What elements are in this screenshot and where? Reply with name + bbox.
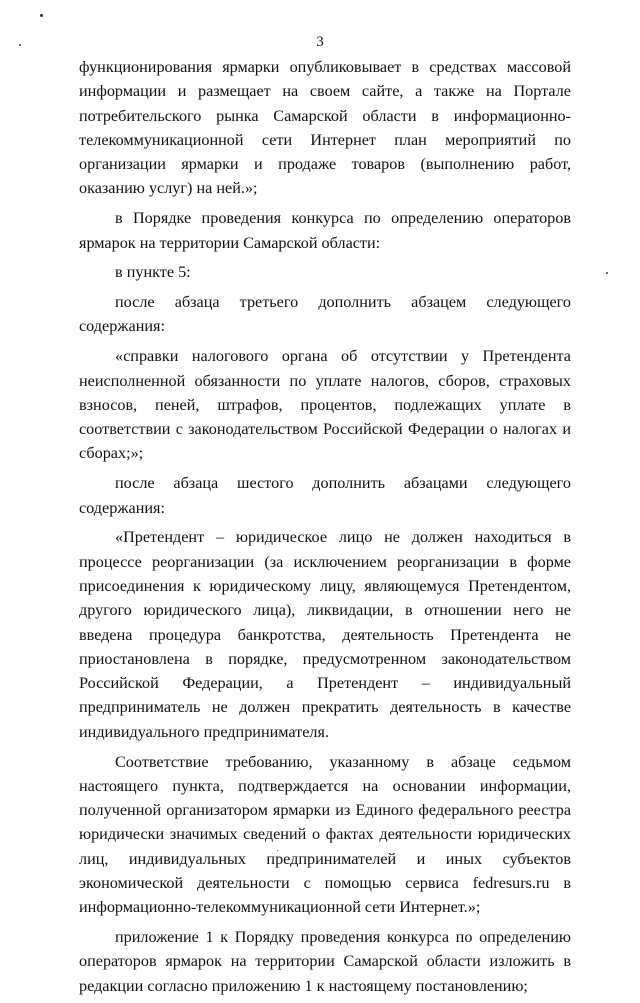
paragraph-tax-certificate: «справки налогового органа об отсутствии у Претендента неисполненной обязанности по уплате налогов, сборов, страховых взносов, пеней, штрафов, процентов, подлежащих уплате в соответствии с законодательством Российской Федерации о налогах и сборах;»; bbox=[79, 347, 571, 463]
paragraph-appendix: приложение 1 к Порядку проведения конкурса по определению операторов ярмарок на территории Самарской области изложить в редакции согласно приложению 1 к настоящему постановлению; bbox=[79, 928, 571, 995]
scan-speck bbox=[606, 272, 608, 274]
paragraph-applicant-requirements: «Претендент – юридическое лицо не должен находиться в процессе реорганизации (за исключением реорганизации в форме присоединения к юридическому лицу, являющемуся Претендентом, другого юридического лица), ликвидации, в отношении него не введена процедура банкротства, деятельность Претендента не приостановлена в порядке, предусмотренном законодательством Российской Федерации, а Претендент – индивидуальный предприниматель не должен прекратить деятельность в качестве индивидуального предпринимателя. bbox=[79, 528, 571, 741]
paragraph-item-5: в пункте 5: bbox=[115, 263, 191, 282]
scan-speck bbox=[40, 14, 43, 17]
document-body bbox=[79, 55, 571, 1003]
paragraph-after-third: после абзаца третьего дополнить абзацем следующего содержания: bbox=[79, 293, 571, 336]
page-number: 3 bbox=[316, 34, 324, 50]
paragraph-contest-procedure: в Порядке проведения конкурса по определению операторов ярмарок на территории Самарской области: bbox=[79, 209, 571, 252]
paragraph-continuation: функционирования ярмарки опубликовывает в средствах массовой информации и размещает на своем сайте, а также на Портале потребительского рынка Самарской области в информационно-телекоммуникационной сети Интернет план мероприятий по организации ярмарки и продаже товаров (выполнению работ, оказанию услуг) на ней.»; bbox=[79, 58, 571, 198]
paragraph-compliance: Соответствие требованию, указанному в абзаце седьмом настоящего пункта, подтверждается на основании информации, полученной организатором ярмарки из Единого федерального реестра юридически значимых сведений о фактах деятельности юридических лиц, индивидуальных предпринимателей и иных субъектов экономической деятельности с помощью сервиса fedresurs.ru в информационно-телекоммуникационной сети Интернет.»; bbox=[79, 752, 571, 917]
paragraph-after-sixth: после абзаца шестого дополнить абзацами следующего содержания: bbox=[79, 474, 571, 517]
